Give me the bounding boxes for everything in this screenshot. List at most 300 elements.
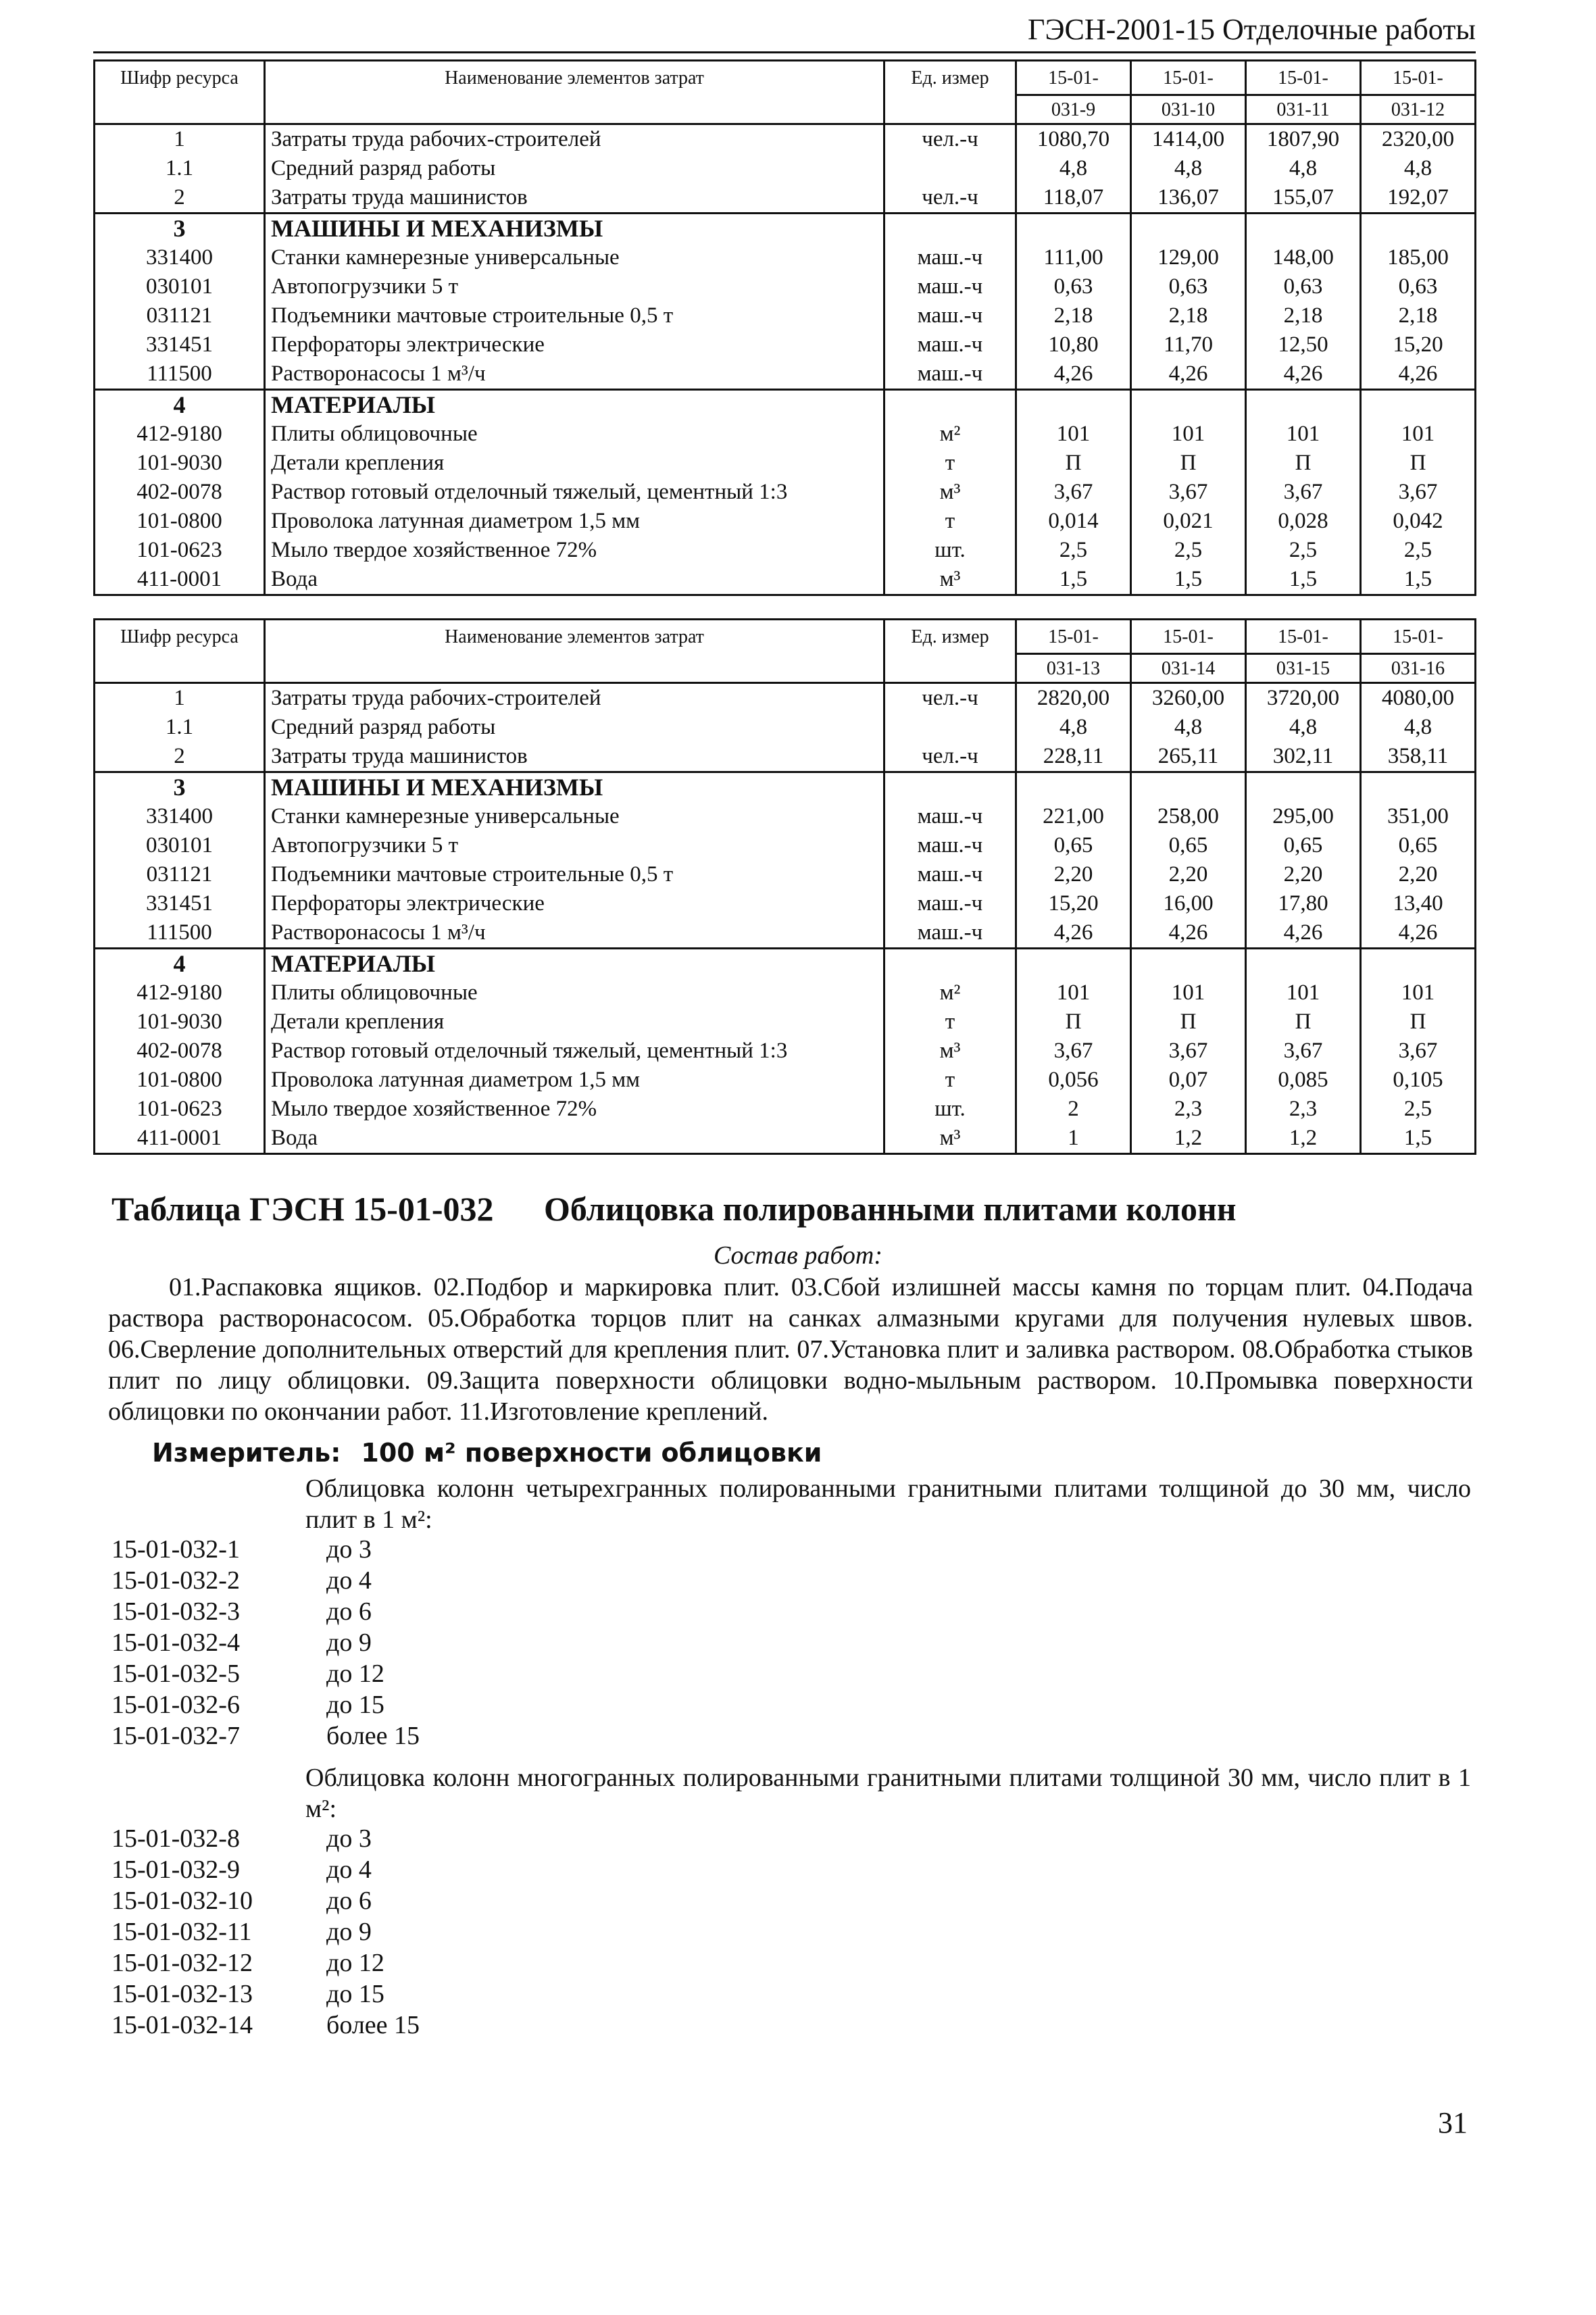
cell-value: 0,105 xyxy=(1361,1066,1476,1095)
cell-unit: маш.-ч xyxy=(884,889,1016,918)
rate-code: 15-01-032-6 xyxy=(111,1691,240,1719)
cell-unit: шт. xyxy=(884,536,1016,565)
header-rate xyxy=(1016,620,1131,683)
resource-table-2 xyxy=(93,618,1476,1155)
cell-value: 2,20 xyxy=(1246,860,1361,889)
cell-value: 3260,00 xyxy=(1131,683,1246,714)
meter-line xyxy=(152,1438,822,1468)
cell-unit: м³ xyxy=(884,1037,1016,1066)
cell-value: 0,042 xyxy=(1361,507,1476,536)
cell-value: 136,07 xyxy=(1131,183,1246,214)
cell-code: 101-0800 xyxy=(95,507,265,536)
cell-code: 101-9030 xyxy=(95,449,265,478)
rate-item xyxy=(111,1627,420,1658)
header-name: Наименование элементов затрат xyxy=(265,620,884,683)
cell-value: П xyxy=(1131,449,1246,478)
cell-unit xyxy=(884,154,1016,183)
cell-code: 411-0001 xyxy=(95,1124,265,1154)
cell-value: 3,67 xyxy=(1246,478,1361,507)
cell-value: 129,00 xyxy=(1131,243,1246,272)
cell-unit: м² xyxy=(884,978,1016,1007)
cell-name: Растворонасосы 1 м³/ч xyxy=(265,918,884,949)
cell-unit xyxy=(884,949,1016,979)
cell-value: 4080,00 xyxy=(1361,683,1476,714)
cell-code: 101-0800 xyxy=(95,1066,265,1095)
cell-value: 101 xyxy=(1016,420,1131,449)
running-header: ГЭСН-2001-15 Отделочные работы xyxy=(93,9,1476,53)
cell-code: 1 xyxy=(95,683,265,714)
cell-value: 101 xyxy=(1361,420,1476,449)
table-row xyxy=(95,359,1476,390)
cell-unit: маш.-ч xyxy=(884,831,1016,860)
cell-code: 101-9030 xyxy=(95,1007,265,1037)
cell-unit xyxy=(884,713,1016,742)
cell-name: Подъемники мачтовые строительные 0,5 т xyxy=(265,860,884,889)
cell-value: 0,65 xyxy=(1361,831,1476,860)
cell-value: 2,18 xyxy=(1246,301,1361,330)
rate-text: до 4 xyxy=(326,1566,372,1595)
rate-head-line1: 15-01- xyxy=(1278,626,1328,647)
cell-value: 111,00 xyxy=(1016,243,1131,272)
cell-name: МАШИНЫ И МЕХАНИЗМЫ xyxy=(265,214,884,244)
cell-value xyxy=(1016,949,1131,979)
rate-head-line1: 15-01- xyxy=(1048,626,1099,647)
cell-value: 15,20 xyxy=(1361,330,1476,359)
cell-code: 031121 xyxy=(95,860,265,889)
rate-item xyxy=(111,1916,420,1947)
rate-head-line2: 031-9 xyxy=(1017,94,1130,123)
cell-name: МАТЕРИАЛЫ xyxy=(265,390,884,420)
rate-head-line2: 031-11 xyxy=(1247,94,1360,123)
cell-value: П xyxy=(1246,1007,1361,1037)
cell-value: П xyxy=(1016,449,1131,478)
rate-text: до 12 xyxy=(326,1660,384,1688)
cell-name: Затраты труда рабочих-строителей xyxy=(265,124,884,155)
cell-code: 402-0078 xyxy=(95,1037,265,1066)
cell-value: 4,8 xyxy=(1361,713,1476,742)
cell-value: 4,26 xyxy=(1131,359,1246,390)
works-composition-text: 01.Распаковка ящиков. 02.Подбор и маркировка плит. 03.Сбой излишней массы камня по торцам плит. 04.Подача раствора растворонасосом. 05.Обработка торцов плит на санках алмазными кругами для получения нулевых швов. 06.Сверление дополнительных отверстий для крепления плит. 07.Установка плит и заливка раствором. 08.Обработка стыков плит по лицу облицовки. 09.Защита поверхности облицовки водно-мыльным раствором. 10.Промывка поверхности облицовки по окончании работ. 11.Изготовление креплений. xyxy=(108,1273,1473,1426)
cell-value: 148,00 xyxy=(1246,243,1361,272)
cell-unit: т xyxy=(884,449,1016,478)
cell-name: Вода xyxy=(265,1124,884,1154)
header-code: Шифр ресурса xyxy=(95,61,265,124)
table-row xyxy=(95,565,1476,595)
rate-item xyxy=(111,1823,420,1854)
table-body xyxy=(95,683,1476,1154)
header-rate xyxy=(1131,620,1246,683)
table-row xyxy=(95,742,1476,772)
cell-value: 1,2 xyxy=(1131,1124,1246,1154)
rate-code: 15-01-032-4 xyxy=(111,1628,240,1657)
cell-name: Проволока латунная диаметром 1,5 мм xyxy=(265,1066,884,1095)
table-row xyxy=(95,683,1476,714)
rate-text: до 15 xyxy=(326,1691,384,1719)
cell-value: 351,00 xyxy=(1361,802,1476,831)
cell-value xyxy=(1361,214,1476,244)
cell-value: П xyxy=(1016,1007,1131,1037)
header-rate xyxy=(1361,61,1476,124)
cell-value: 2,20 xyxy=(1016,860,1131,889)
cell-unit xyxy=(884,214,1016,244)
table-row xyxy=(95,1037,1476,1066)
cell-value: П xyxy=(1246,449,1361,478)
cell-code: 2 xyxy=(95,742,265,772)
cell-value: 3,67 xyxy=(1131,1037,1246,1066)
rate-head-line2: 031-13 xyxy=(1017,653,1130,682)
table-header-row xyxy=(95,61,1476,124)
cell-code: 412-9180 xyxy=(95,978,265,1007)
table-row xyxy=(95,889,1476,918)
cell-value: 0,65 xyxy=(1131,831,1246,860)
rate-text: до 3 xyxy=(326,1535,372,1564)
cell-unit: чел.-ч xyxy=(884,683,1016,714)
table-row xyxy=(95,1095,1476,1124)
cell-value: 1,2 xyxy=(1246,1124,1361,1154)
cell-name: Вода xyxy=(265,565,884,595)
cell-value: 2,5 xyxy=(1361,536,1476,565)
cell-value: 0,028 xyxy=(1246,507,1361,536)
cell-code: 331451 xyxy=(95,889,265,918)
cell-value: 4,26 xyxy=(1131,918,1246,949)
rate-list xyxy=(111,1823,420,2041)
rate-item xyxy=(111,1978,420,2010)
cell-value: 0,63 xyxy=(1361,272,1476,301)
cell-name: Средний разряд работы xyxy=(265,154,884,183)
cell-value: 4,26 xyxy=(1016,918,1131,949)
cell-value xyxy=(1246,949,1361,979)
cell-value: 4,26 xyxy=(1361,359,1476,390)
cell-value: 265,11 xyxy=(1131,742,1246,772)
rate-item xyxy=(111,1947,420,1978)
table-body xyxy=(95,124,1476,595)
cell-value xyxy=(1131,390,1246,420)
cell-unit: маш.-ч xyxy=(884,330,1016,359)
cell-unit: м² xyxy=(884,420,1016,449)
cell-value: 4,8 xyxy=(1016,154,1131,183)
cell-value: 2,5 xyxy=(1016,536,1131,565)
rate-text: более 15 xyxy=(326,1722,420,1750)
cell-name: Плиты облицовочные xyxy=(265,978,884,1007)
rate-head-line2: 031-15 xyxy=(1247,653,1360,682)
cell-unit: чел.-ч xyxy=(884,124,1016,155)
rate-head-line2: 031-14 xyxy=(1132,653,1245,682)
cell-value: 3,67 xyxy=(1016,1037,1131,1066)
cell-value: 2,20 xyxy=(1361,860,1476,889)
cell-value: 12,50 xyxy=(1246,330,1361,359)
cell-value: 0,65 xyxy=(1016,831,1131,860)
rate-code: 15-01-032-9 xyxy=(111,1856,240,1884)
cell-name: Перфораторы электрические xyxy=(265,889,884,918)
header-rate xyxy=(1131,61,1246,124)
table-row xyxy=(95,1066,1476,1095)
table-row xyxy=(95,1124,1476,1154)
cell-value: 2,18 xyxy=(1131,301,1246,330)
cell-value: 4,8 xyxy=(1361,154,1476,183)
cell-unit: маш.-ч xyxy=(884,359,1016,390)
meter-value: 100 м² поверхности облицовки xyxy=(361,1438,822,1468)
cell-value: 4,26 xyxy=(1246,918,1361,949)
cell-unit: м³ xyxy=(884,1124,1016,1154)
cell-value: 192,07 xyxy=(1361,183,1476,214)
cell-value: 1,5 xyxy=(1361,1124,1476,1154)
section-row xyxy=(95,949,1476,979)
cell-value xyxy=(1131,214,1246,244)
cell-value: 4,8 xyxy=(1131,154,1246,183)
cell-unit xyxy=(884,772,1016,803)
cell-name: Детали крепления xyxy=(265,449,884,478)
header-unit: Ед. измер xyxy=(884,620,1016,683)
cell-name: Перфораторы электрические xyxy=(265,330,884,359)
table-row xyxy=(95,536,1476,565)
table-title xyxy=(111,1189,1237,1228)
cell-unit: м³ xyxy=(884,565,1016,595)
rate-item xyxy=(111,1885,420,1916)
cell-value: 302,11 xyxy=(1246,742,1361,772)
cell-name: Автопогрузчики 5 т xyxy=(265,831,884,860)
cell-value: 185,00 xyxy=(1361,243,1476,272)
group-description: Облицовка колонн многогранных полированными гранитными плитами толщиной 30 мм, число плит в 1 м²: xyxy=(305,1764,1471,1823)
cell-value: 101 xyxy=(1131,978,1246,1007)
cell-value: 2,5 xyxy=(1361,1095,1476,1124)
cell-unit: м³ xyxy=(884,478,1016,507)
cell-unit: маш.-ч xyxy=(884,860,1016,889)
rate-code: 15-01-032-3 xyxy=(111,1597,240,1626)
cell-value: 4,8 xyxy=(1246,713,1361,742)
cell-value xyxy=(1361,772,1476,803)
cell-value: 0,021 xyxy=(1131,507,1246,536)
rate-code: 15-01-032-5 xyxy=(111,1660,240,1688)
cell-value: 101 xyxy=(1246,420,1361,449)
rate-text: до 9 xyxy=(326,1628,372,1657)
cell-code: 4 xyxy=(95,390,265,420)
cell-value: 0,014 xyxy=(1016,507,1131,536)
table-row xyxy=(95,713,1476,742)
cell-value xyxy=(1246,214,1361,244)
rate-item xyxy=(111,1720,420,1751)
cell-name: Раствор готовый отделочный тяжелый, цементный 1:3 xyxy=(265,1037,884,1066)
rate-head-line1: 15-01- xyxy=(1393,68,1443,89)
cell-value xyxy=(1131,772,1246,803)
cell-value: 1,5 xyxy=(1131,565,1246,595)
cell-value: 101 xyxy=(1131,420,1246,449)
cell-code: 331400 xyxy=(95,802,265,831)
cell-name: Затраты труда рабочих-строителей xyxy=(265,683,884,714)
cell-unit: т xyxy=(884,1066,1016,1095)
cell-value: 101 xyxy=(1361,978,1476,1007)
rate-code: 15-01-032-1 xyxy=(111,1535,240,1564)
cell-code: 111500 xyxy=(95,918,265,949)
group-description: Облицовка колонн четырехгранных полированными гранитными плитами толщиной до 30 мм, число плит в 1 м²: xyxy=(305,1474,1471,1534)
table-row xyxy=(95,420,1476,449)
cell-value: П xyxy=(1361,449,1476,478)
cell-name: Средний разряд работы xyxy=(265,713,884,742)
cell-code: 030101 xyxy=(95,272,265,301)
rate-head-line1: 15-01- xyxy=(1048,68,1099,89)
rate-text: до 15 xyxy=(326,1980,384,2008)
cell-value: 3,67 xyxy=(1131,478,1246,507)
rate-head-line2: 031-16 xyxy=(1362,653,1474,682)
cell-value: 2,3 xyxy=(1246,1095,1361,1124)
cell-code: 030101 xyxy=(95,831,265,860)
cell-value: 2,18 xyxy=(1361,301,1476,330)
header-rate xyxy=(1246,61,1361,124)
header-rate xyxy=(1016,61,1131,124)
table-row xyxy=(95,831,1476,860)
cell-value: 0,65 xyxy=(1246,831,1361,860)
cell-value xyxy=(1246,390,1361,420)
cell-value: 1414,00 xyxy=(1131,124,1246,155)
page-number: 31 xyxy=(1438,2106,1468,2139)
table-row xyxy=(95,272,1476,301)
cell-code: 101-0623 xyxy=(95,536,265,565)
cell-code: 3 xyxy=(95,214,265,244)
rate-text: до 3 xyxy=(326,1824,372,1853)
rate-code: 15-01-032-11 xyxy=(111,1918,252,1946)
meter-label: Измеритель: xyxy=(152,1438,341,1468)
cell-value: 358,11 xyxy=(1361,742,1476,772)
cell-name: Растворонасосы 1 м³/ч xyxy=(265,359,884,390)
table-row xyxy=(95,918,1476,949)
rate-head-line1: 15-01- xyxy=(1278,68,1328,89)
cell-value: 258,00 xyxy=(1131,802,1246,831)
cell-value: 10,80 xyxy=(1016,330,1131,359)
cell-value: 4,8 xyxy=(1016,713,1131,742)
cell-name: Подъемники мачтовые строительные 0,5 т xyxy=(265,301,884,330)
cell-code: 412-9180 xyxy=(95,420,265,449)
cell-unit: маш.-ч xyxy=(884,243,1016,272)
cell-value: 3720,00 xyxy=(1246,683,1361,714)
cell-name: МАТЕРИАЛЫ xyxy=(265,949,884,979)
table-row xyxy=(95,860,1476,889)
cell-unit: маш.-ч xyxy=(884,301,1016,330)
rate-code: 15-01-032-7 xyxy=(111,1722,240,1750)
cell-value: 3,67 xyxy=(1016,478,1131,507)
table-header-row xyxy=(95,620,1476,683)
rate-head-line2: 031-10 xyxy=(1132,94,1245,123)
cell-name: Мыло твердое хозяйственное 72% xyxy=(265,1095,884,1124)
cell-unit: шт. xyxy=(884,1095,1016,1124)
cell-value: 101 xyxy=(1016,978,1131,1007)
rate-head-line1: 15-01- xyxy=(1393,626,1443,647)
cell-value: 228,11 xyxy=(1016,742,1131,772)
cell-code: 1 xyxy=(95,124,265,155)
cell-name: Мыло твердое хозяйственное 72% xyxy=(265,536,884,565)
section-row xyxy=(95,214,1476,244)
table-row xyxy=(95,330,1476,359)
cell-value: 15,20 xyxy=(1016,889,1131,918)
table-row xyxy=(95,1007,1476,1037)
rate-code: 15-01-032-8 xyxy=(111,1824,240,1853)
cell-value: 0,63 xyxy=(1016,272,1131,301)
cell-code: 031121 xyxy=(95,301,265,330)
cell-value: 2 xyxy=(1016,1095,1131,1124)
cell-value xyxy=(1361,390,1476,420)
cell-value: 13,40 xyxy=(1361,889,1476,918)
cell-name: Детали крепления xyxy=(265,1007,884,1037)
cell-value: 0,63 xyxy=(1131,272,1246,301)
cell-value: 2,5 xyxy=(1246,536,1361,565)
cell-code: 1.1 xyxy=(95,713,265,742)
section-row xyxy=(95,390,1476,420)
rate-code: 15-01-032-13 xyxy=(111,1980,253,2008)
works-composition-label: Состав работ: xyxy=(713,1241,883,1270)
table-row xyxy=(95,507,1476,536)
rate-text: до 12 xyxy=(326,1949,384,1977)
rate-text: до 6 xyxy=(326,1887,372,1915)
cell-code: 101-0623 xyxy=(95,1095,265,1124)
rate-text: до 9 xyxy=(326,1918,372,1946)
cell-value: 4,8 xyxy=(1246,154,1361,183)
cell-name: Станки камнерезные универсальные xyxy=(265,802,884,831)
cell-value: 2,20 xyxy=(1131,860,1246,889)
cell-code: 2 xyxy=(95,183,265,214)
cell-unit: маш.-ч xyxy=(884,802,1016,831)
cell-code: 4 xyxy=(95,949,265,979)
header-name: Наименование элементов затрат xyxy=(265,61,884,124)
cell-value: 11,70 xyxy=(1131,330,1246,359)
resource-table-1 xyxy=(93,59,1476,596)
cell-value: 118,07 xyxy=(1016,183,1131,214)
cell-value: 1,5 xyxy=(1016,565,1131,595)
cell-value: 17,80 xyxy=(1246,889,1361,918)
rate-text: до 4 xyxy=(326,1856,372,1884)
table-name: Облицовка полированными плитами колонн xyxy=(544,1190,1237,1228)
cell-unit: маш.-ч xyxy=(884,918,1016,949)
cell-value: 2,5 xyxy=(1131,536,1246,565)
table-number: Таблица ГЭСН 15-01-032 xyxy=(111,1190,494,1228)
table-row xyxy=(95,124,1476,155)
rate-item xyxy=(111,1854,420,1885)
rate-item xyxy=(111,1689,420,1720)
cell-value: 2,3 xyxy=(1131,1095,1246,1124)
cell-unit xyxy=(884,390,1016,420)
rate-head-line1: 15-01- xyxy=(1163,68,1214,89)
header-code: Шифр ресурса xyxy=(95,620,265,683)
cell-name: Плиты облицовочные xyxy=(265,420,884,449)
cell-name: Затраты труда машинистов xyxy=(265,742,884,772)
cell-code: 111500 xyxy=(95,359,265,390)
rate-item xyxy=(111,1534,420,1565)
cell-value: 0,085 xyxy=(1246,1066,1361,1095)
table-row xyxy=(95,183,1476,214)
cell-value: 0,63 xyxy=(1246,272,1361,301)
cell-value: 3,67 xyxy=(1361,1037,1476,1066)
cell-name: МАШИНЫ И МЕХАНИЗМЫ xyxy=(265,772,884,803)
cell-value: 0,07 xyxy=(1131,1066,1246,1095)
cell-name: Станки камнерезные универсальные xyxy=(265,243,884,272)
cell-value xyxy=(1016,772,1131,803)
header-rate xyxy=(1361,620,1476,683)
table-row xyxy=(95,478,1476,507)
rate-item xyxy=(111,1596,420,1627)
cell-value xyxy=(1246,772,1361,803)
rate-code: 15-01-032-12 xyxy=(111,1949,253,1977)
rate-code: 15-01-032-14 xyxy=(111,2011,253,2039)
cell-value: 0,056 xyxy=(1016,1066,1131,1095)
cell-unit: чел.-ч xyxy=(884,742,1016,772)
cell-name: Автопогрузчики 5 т xyxy=(265,272,884,301)
cell-value: 1807,90 xyxy=(1246,124,1361,155)
cell-code: 331400 xyxy=(95,243,265,272)
cell-value: 221,00 xyxy=(1016,802,1131,831)
cell-value: 101 xyxy=(1246,978,1361,1007)
cell-value: 4,26 xyxy=(1361,918,1476,949)
cell-value xyxy=(1131,949,1246,979)
rate-item xyxy=(111,2010,420,2041)
rate-head-line1: 15-01- xyxy=(1163,626,1214,647)
rate-head-line2: 031-12 xyxy=(1362,94,1474,123)
